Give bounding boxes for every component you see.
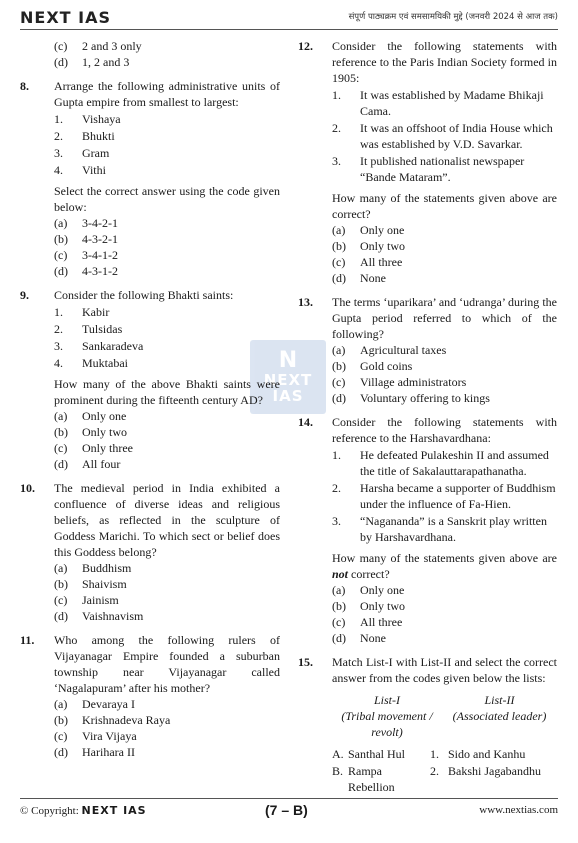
watermark-glyph: N [278,348,298,373]
page-footer [20,804,558,824]
match-row: B. Rampa Rebellion 2. Bakshi Jagabandhu [332,764,541,794]
list-item: 2. It was an offshoot of India House which was established by V.D. Savarkar. [332,121,553,151]
question-number: 13. [298,295,313,309]
right-column [298,38,557,803]
list-item: 3. Sankaradeva [54,339,144,353]
question-stem: Consider the following statements with reference to the Harshavardhana: [332,415,557,445]
page-number: (7 – B) [265,802,308,818]
option: (d) None [332,631,386,645]
list-item: 2. Harsha became a supporter of Buddhism under the influence of Fa-Hien. [332,481,556,511]
match-row: A. Santhal Hul 1. Sido and Kanhu [332,747,526,761]
option: (a) Only one [54,409,127,423]
option: (d) Voluntary offering to kings [332,391,490,405]
question-8 [20,78,280,279]
option: (a) Only one [332,223,405,237]
footer-website: www.nextias.com [479,804,558,816]
question-number: 14. [298,415,313,429]
question-number: 11. [20,633,35,647]
option: (b) Only two [332,239,405,253]
question-stem: The medieval period in India exhibited a confluence of diverse ideas and religious beliefs, as reflected in the sculpture of Goddess Marichi. To which sect or belief does this Goddess belong? [54,481,280,559]
question-13 [298,294,557,406]
option: (b) Only two [332,599,405,613]
list-item: 1. He defeated Pulakeshin II and assumed the title of Sakalauttarapathanatha. [332,448,549,478]
question-stem: Consider the following Bhakti saints: [54,288,234,302]
option: (b) Krishnadeva Raya [54,713,171,727]
match-list-headers [332,692,557,740]
question-11 [20,632,280,760]
option: (d) All four [54,457,121,471]
footer-rule [20,798,558,799]
option: (c) Vira Vijaya [54,729,137,743]
list-item: 3. Gram [54,146,110,160]
list-item: 1. Kabir [54,305,110,319]
question-stem: Who among the following rulers of Vijayanagar Empire founded a suburban township near Vijayanagar called ‘Nagalapuram’ after his mother? [54,633,280,695]
footer-brand: NEXT IAS [81,804,147,817]
option: (b) Only two [54,425,127,439]
header-logo: NEXT IAS [20,8,111,27]
option: (a) Agricultural taxes [332,343,447,357]
option: (b) Gold coins [332,359,413,373]
option: (a) Buddhism [54,561,132,575]
emphasis-not: not [332,567,349,581]
option: (c) 3-4-1-2 [54,248,118,262]
option: (c) All three [332,255,403,269]
list-item: 4. Vithi [54,163,106,177]
list-item: 2. Bhukti [54,129,115,143]
option: (d) None [332,271,386,285]
option: (d) Vaishnavism [54,609,144,623]
question-15 [298,654,557,795]
option: (a) 3-4-2-1 [54,216,118,230]
question-number: 12. [298,39,313,53]
page-header [20,8,558,28]
option: (d) 1, 2 and 3 [54,55,130,69]
question-stem: Match List-I with List-II and select the correct answer from the codes given below the lists: [332,655,557,685]
question-12 [298,38,557,286]
question-number: 8. [20,79,29,93]
list-item: 1. It was established by Madame Bhikaji Cama. [332,88,544,118]
list-item: 3. “Nagananda” is a Sanskrit play written by Harshavardhana. [332,514,547,544]
list-item: 1. Vishaya [54,112,121,126]
option: (d) 4-3-1-2 [54,264,118,278]
header-note: संपूर्ण पाठ्यक्रम एवं समसामयिकी मुद्दे (जनवरी 2024 से आज तक) [348,12,558,22]
footer-copyright: © Copyright: NEXT IAS [20,804,147,817]
question-14 [298,414,557,646]
watermark-text-2: IAS [272,387,304,405]
question-10 [20,480,280,624]
question-stem: Arrange the following administrative units of Gupta empire from smallest to largest: [54,79,280,109]
question-9 [20,287,280,472]
header-rule [20,29,558,30]
option: (c) All three [332,615,403,629]
option: (c) Only three [54,441,133,455]
option: (c) Village administrators [332,375,467,389]
question-7-tail [20,38,280,70]
list-2-header: List-II (Associated leader) [452,693,547,723]
question-stem: Consider the following statements with reference to the Paris Indian Society formed in 1905: [332,39,557,85]
list-item: 2. Tulsidas [54,322,123,336]
question-lead: Select the correct answer using the code given below: [54,184,280,214]
left-column [20,38,280,768]
question-lead: How many of the statements given above are correct? [332,191,557,221]
option: (c) Jainism [54,593,119,607]
match-rows [332,746,557,795]
option: (b) 4-3-2-1 [54,232,118,246]
question-stem: The terms ‘uparikara’ and ‘udranga’ during the Gupta period referred to which of the following? [332,295,557,341]
question-number: 15. [298,655,313,669]
option: (a) Devaraya I [54,697,135,711]
question-number: 9. [20,288,29,302]
option: (c) 2 and 3 only [54,39,142,53]
watermark-text-1: NEXT [263,371,313,389]
option: (b) Shaivism [54,577,127,591]
list-item: 3. It published nationalist newspaper “Bande Mataram”. [332,154,525,184]
list-1-header: List-I (Tribal movement / revolt) [341,693,433,739]
question-lead: How many of the above Bhakti saints were prominent during the fifteenth century AD? [54,377,280,407]
option: (d) Harihara II [54,745,135,759]
question-lead: How many of the statements given above are not correct? [332,551,557,581]
option: (a) Only one [332,583,405,597]
list-item: 4. Muktabai [54,356,128,370]
question-number: 10. [20,481,35,495]
